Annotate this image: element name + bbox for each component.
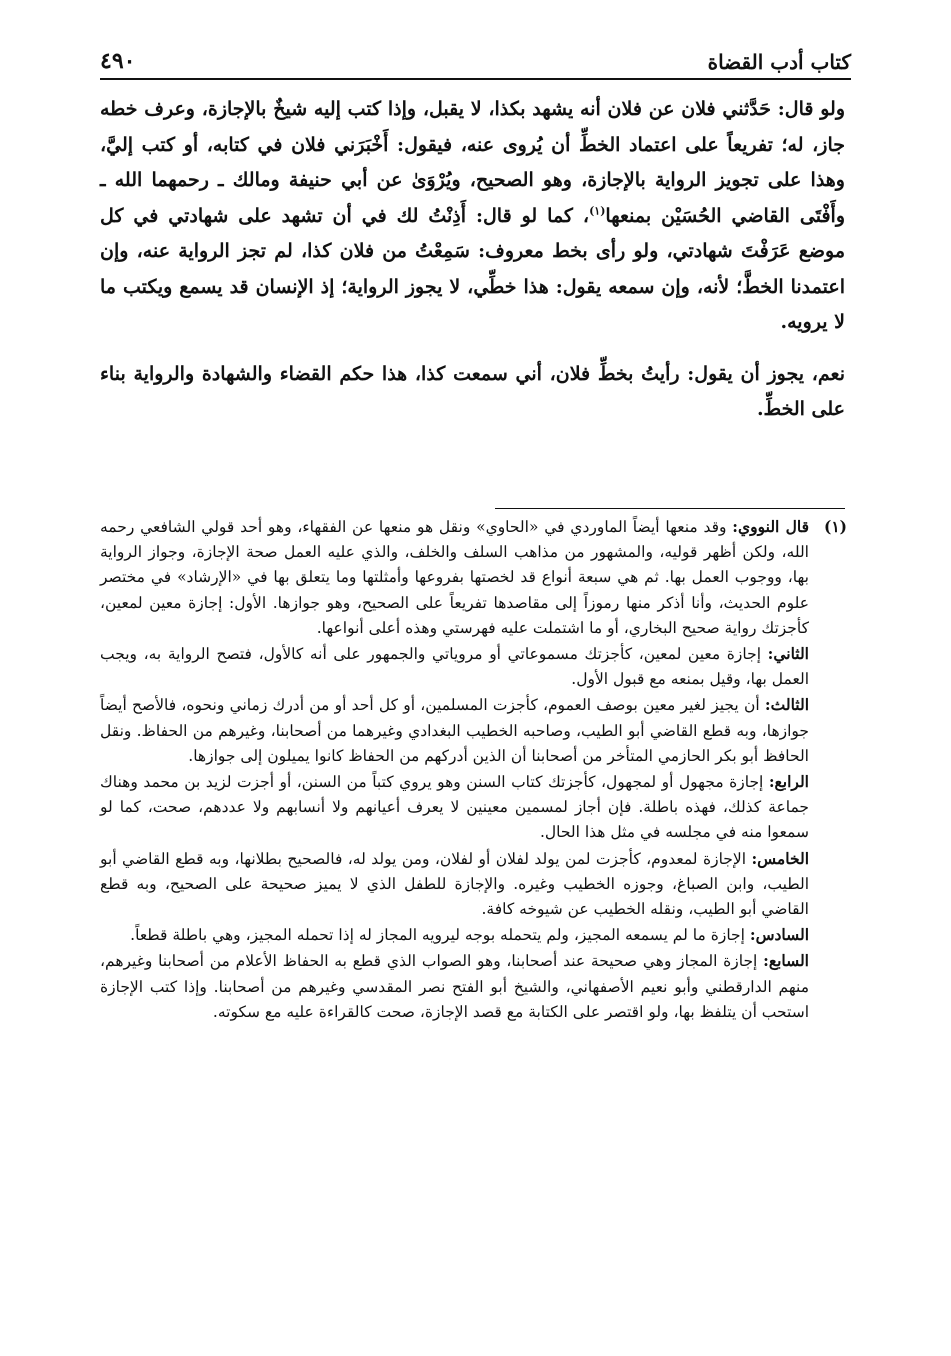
footnote-separator: [495, 508, 845, 509]
footnote-paragraph: [100, 948, 809, 1025]
footnote-text: إجازة معين لمعين، كأجزتك مسموعاتي أو مروياتي والجمهور على أنه كالأول، فتصح الرواية به، ويجب العمل بها، وقيل بمنعه مع قبول الأول.: [100, 645, 809, 689]
footnotes: [100, 514, 847, 1025]
footnote-marker: (١): [823, 517, 847, 536]
running-header: [100, 38, 851, 74]
footnote-lead: السابع:: [763, 951, 809, 971]
footnote-lead: الثاني:: [767, 644, 809, 664]
footnote-lead: الثالث:: [764, 695, 809, 715]
main-paragraph: نعم، يجوز أن يقول: رأيتُ بخطِّ فلان، أني سمعت كذا، هذا حكم القضاء والشهادة والرواية بناء على الخطِّ.: [100, 362, 845, 420]
footnote-lead: الخامس:: [751, 848, 809, 868]
footnote-lead: السادس:: [749, 925, 809, 945]
footnote-paragraph: [100, 769, 809, 846]
header-rule: [100, 78, 851, 80]
main-paragraph: [100, 92, 845, 341]
main-paragraph-text-continued: ، كما لو قال: أَذِنْتُ لك في أن تشهد على شهادتي في كل موضع عَرَفْتَ شهادتي، ولو رأى بخط معروف: سَمِعْتُ من فلان كذا، لم تجز الرواية عنه، وإن اعتمدنا الخطَّ؛ لأنه، وإن سمعه يقول: هذا خطِّي، لا يجوز الرواية؛ إذ الإنسان قد يسمع ويكتب ما لا يرويه.: [100, 204, 845, 333]
footnote-text: إجازة ما لم يسمعه المجيز، ولم يتحمله بوجه ليرويه المجاز له إذا تحمله المجيز، وهي باطلة قطعاً.: [130, 926, 750, 945]
main-paragraph-text: ولو قال: حَدَّثني فلان عن فلان أنه يشهد بكذا، لا يقبل، وإذا كتب إليه شيخٌ بالإجازة، وعرف خطه جاز، له؛ تفريعاً على اعتماد الخطِّ أن يُروى عنه، فيقول: أَخْبَرَني فلان في كتابه، أو كتب إليَّ، وهذا على تجويز الرواية بالإجازة، وهو الصحيح، ويُرْوَىٰ عن أبي حنيفة ومالك ـ رحمهما الله ـ وأَفْتَى القاضي الحُسَيْن بمنعها: [100, 98, 845, 227]
footnote-paragraph: [100, 922, 809, 948]
footnote-paragraph: [100, 641, 809, 692]
page-number: ٤٩٠: [100, 48, 136, 74]
footnote-text: إجازة المجاز وهي صحيحة عند أصحابنا، وهو الصواب الذي قطع به الحفاظ الأعلام من أصحابنا وغيرهم، منهم الدارقطني وأبو نعيم الأصفهاني، والشيخ أبو الفتح نصر المقدسي وغيرهم من أصحابنا. وإذا كتب الإجازة استحب أن يتلفظ بها، ولو اقتصر على الكتابة مع قصد الإجازة، صحت كالقراءة عليه مع سكوته.: [100, 952, 809, 1021]
footnote-text: إجازة مجهول أو لمجهول، كأجزتك كتاب السنن وهو يروي كتباً من السنن، أو أجزت لزيد بن محمد وهناك جماعة كذلك، فهذه باطلة. فإن أجاز لمسمين معينين لا يعرف أعيانهم ولا أنسابهم ولا عددهم، صحت، كما لو سمعوا منه في مجلسه في مثل هذا الحال.: [100, 773, 809, 842]
footnote-lead: قال النووي:: [732, 517, 809, 536]
footnote-text: أن يجيز لغير معين بوصف العموم، كأجزت المسلمين، أو كل أحد أو من أدرك زماني ونحوه، فالأصح أيضاً جوازها، وبه قطع القاضي أبو الطيب، وصاحبه الخطيب البغدادي وغيرهما من أصحابنا، وغيرهم من الحفاظ. ونقل الحافظ أبو بكر الحازمي المتأخر من أصحابنا أن الذين أدركهم من الحفاظ كانوا يميلون إلى جوازها.: [100, 696, 809, 765]
footnote-lead: الرابع:: [768, 772, 809, 792]
book-title: كتاب أدب القضاة: [707, 50, 851, 74]
footnote-text: وقد منعها أيضاً الماوردي في «الحاوي» ونقل هو منعها عن الفقهاء، وهو أحد قولي الشافعي رحمه الله، ولكن أظهر قوليه، والمشهور من مذاهب السلف والخلف، والذي عليه العمل صحة الإجازة، وجواز الرواية بها، ووجوب العمل بها. ثم هي سبعة أنواع قد لخصتها بفروعها وأمثلتها وما يتعلق بها في «الإرشاد» في مختصر علوم الحديث، وأنا أذكر منها رموزاً إلى مقاصدها تفريعاً على الصحيح، وهو جوازها. الأول: إجازة معين لمعين، كأجزتك رواية صحيح البخاري، أو ما اشتملت عليه فهرستي وهذه أعلى أنواعها.: [100, 518, 809, 637]
footnote-reference[interactable]: (١): [589, 204, 606, 218]
footnote: [100, 514, 847, 1025]
footnote-text: الإجازة لمعدوم، كأجزت لمن يولد لفلان أو لفلان، ومن يولد له، فالصحيح بطلانها، وبه قطع القاضي أبو الطيب، وابن الصباغ، وجوزه الخطيب وغيره. والإجازة للطفل الذي لا يميز صحيحة على الصحيح، وبه قطع القاضي أبو الطيب، ونقله الخطيب عن شيوخه كافة.: [100, 849, 809, 919]
footnote-body: [100, 514, 809, 1025]
footnote-paragraph: [100, 514, 809, 641]
main-text: [100, 92, 845, 428]
footnote-paragraph: [100, 846, 809, 923]
footnote-paragraph: [100, 692, 809, 769]
